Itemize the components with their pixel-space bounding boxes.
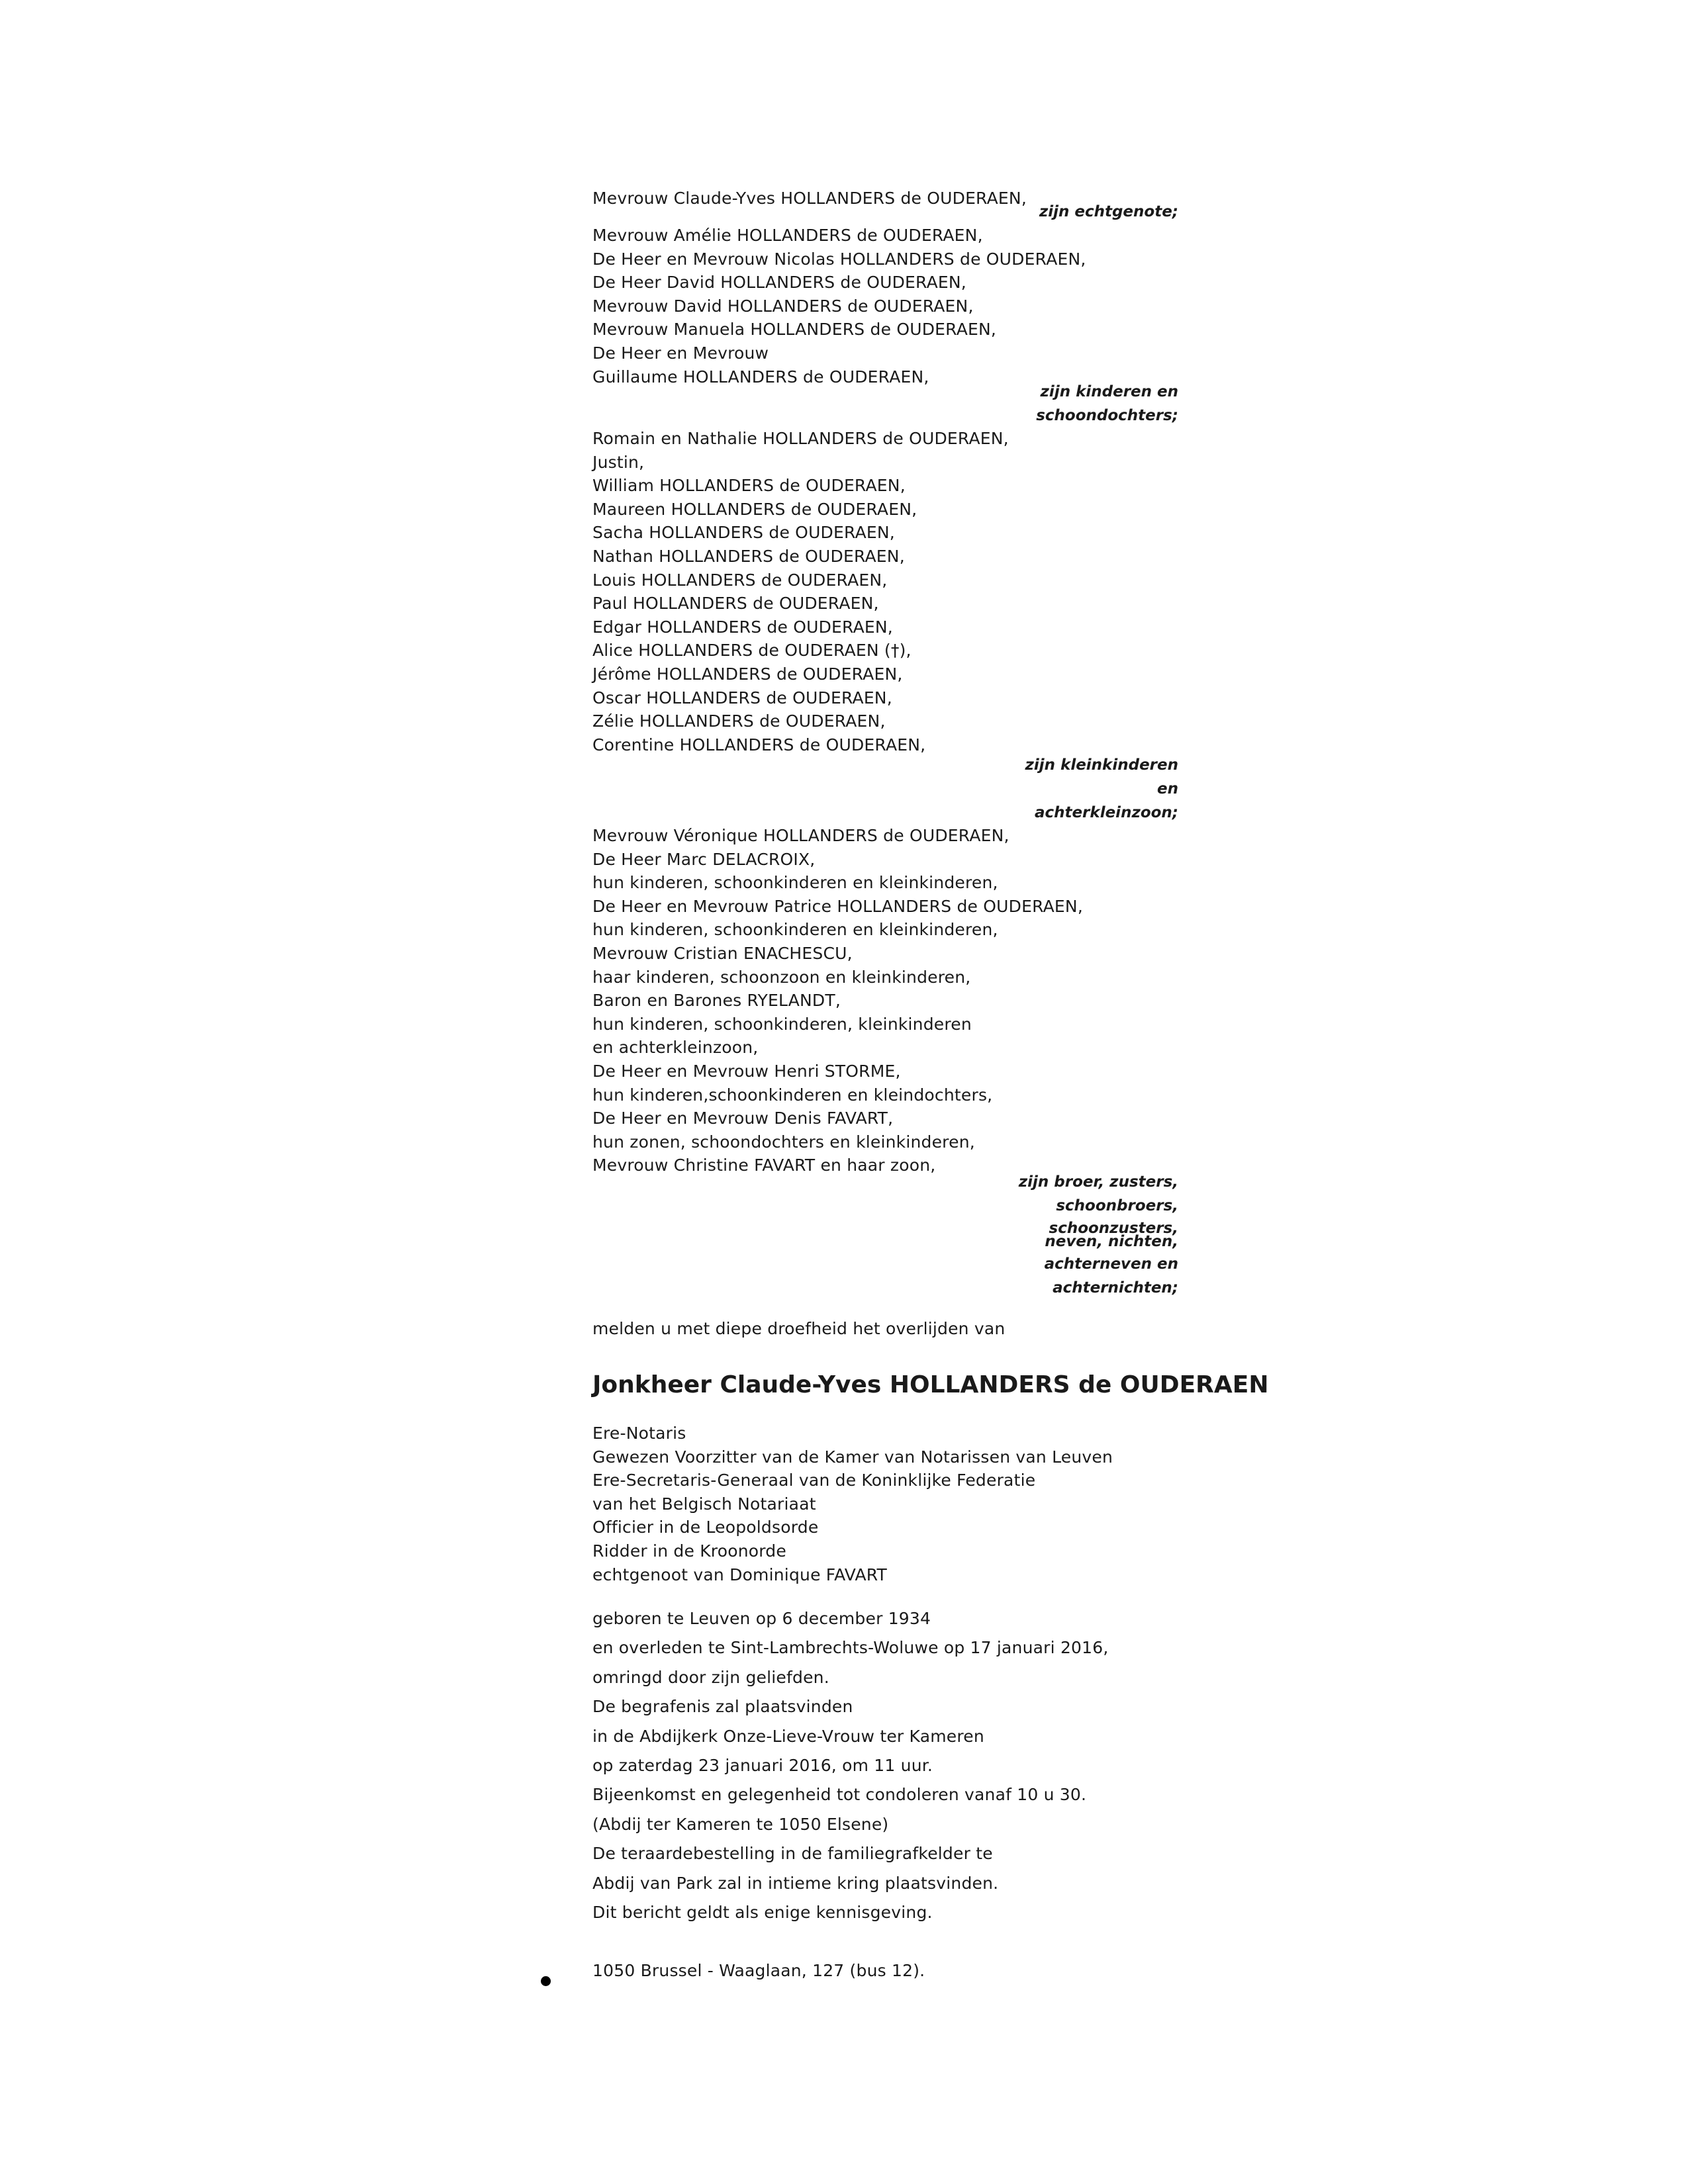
detail-line: (Abdij ter Kameren te 1050 Elsene) bbox=[592, 1814, 889, 1834]
children-line: Mevrouw Manuela HOLLANDERS de OUDERAEN, bbox=[592, 320, 997, 340]
children-role bbox=[1036, 380, 1178, 428]
sibling-line: De Heer en Mevrouw Patrice HOLLANDERS de OUDERAEN, bbox=[592, 896, 1083, 916]
detail-line: omringd door zijn geliefden. bbox=[592, 1667, 829, 1687]
grandchild-line: Sacha HOLLANDERS de OUDERAEN, bbox=[592, 523, 895, 543]
grandchild-line: Jérôme HOLLANDERS de OUDERAEN, bbox=[592, 664, 903, 684]
grandchildren-role-line: zijn kleinkinderen bbox=[1025, 756, 1178, 774]
children-line: De Heer en Mevrouw Nicolas HOLLANDERS de OUDERAEN, bbox=[592, 249, 1086, 269]
sibling-line: hun kinderen, schoonkinderen, kleinkinderen bbox=[592, 1014, 972, 1034]
siblings-role-line: achternichten; bbox=[1053, 1279, 1178, 1297]
grandchild-line: Corentine HOLLANDERS de OUDERAEN, bbox=[592, 735, 926, 754]
sibling-line: hun kinderen, schoonkinderen en kleinkinderen, bbox=[592, 873, 998, 893]
detail-line: Abdij van Park zal in intieme kring plaatsvinden. bbox=[592, 1873, 999, 1893]
address: 1050 Brussel - Waaglaan, 127 (bus 12). bbox=[592, 1961, 925, 1980]
titles-list bbox=[592, 1422, 1188, 1586]
detail-line: De begrafenis zal plaatsvinden bbox=[592, 1697, 853, 1717]
grandchild-line: Romain en Nathalie HOLLANDERS de OUDERAEN, bbox=[592, 429, 1009, 448]
deceased-name: Jonkheer Claude-Yves HOLLANDERS de OUDERAEN bbox=[592, 1371, 1269, 1398]
children-role-line: schoondochters; bbox=[1036, 407, 1178, 424]
sibling-line: hun kinderen,schoonkinderen en kleindochters, bbox=[592, 1085, 993, 1105]
grandchildren-list bbox=[592, 427, 1188, 756]
spouse-role-label: zijn echtgenote; bbox=[1039, 203, 1178, 220]
grandchild-line: Nathan HOLLANDERS de OUDERAEN, bbox=[592, 546, 905, 566]
bullet-dot bbox=[541, 1976, 551, 1986]
grandchildren-role bbox=[1025, 753, 1178, 825]
children-line: Mevrouw David HOLLANDERS de OUDERAEN, bbox=[592, 296, 974, 316]
detail-line: in de Abdijkerk Onze-Lieve-Vrouw ter Kameren bbox=[592, 1726, 984, 1746]
announcement-text: melden u met diepe droefheid het overlijden van bbox=[592, 1319, 1006, 1338]
sibling-line: De Heer en Mevrouw Denis FAVART, bbox=[592, 1109, 894, 1128]
title-line: Gewezen Voorzitter van de Kamer van Notarissen van Leuven bbox=[592, 1447, 1113, 1467]
children-role-line: zijn kinderen en bbox=[1040, 383, 1178, 400]
children-line: Guillaume HOLLANDERS de OUDERAEN, bbox=[592, 367, 929, 387]
grandchild-line: Maureen HOLLANDERS de OUDERAEN, bbox=[592, 499, 917, 519]
detail-line: op zaterdag 23 januari 2016, om 11 uur. bbox=[592, 1756, 933, 1776]
title-line: echtgenoot van Dominique FAVART bbox=[592, 1565, 888, 1584]
detail-line: Dit bericht geldt als enige kennisgeving. bbox=[592, 1903, 933, 1923]
grandchild-line: Paul HOLLANDERS de OUDERAEN, bbox=[592, 594, 879, 614]
siblings-role-line: neven, nichten, bbox=[1045, 1233, 1178, 1250]
children-line: De Heer en Mevrouw bbox=[592, 343, 769, 363]
title-line: Ridder in de Kroonorde bbox=[592, 1541, 786, 1561]
sibling-line: hun zonen, schoondochters en kleinkinderen, bbox=[592, 1132, 975, 1152]
grandchild-line: Louis HOLLANDERS de OUDERAEN, bbox=[592, 570, 888, 590]
siblings-list bbox=[592, 824, 1188, 1177]
title-line: Officier in de Leopoldsorde bbox=[592, 1518, 819, 1537]
sibling-line: De Heer en Mevrouw Henri STORME, bbox=[592, 1061, 901, 1081]
children-line: Mevrouw Amélie HOLLANDERS de OUDERAEN, bbox=[592, 226, 983, 245]
siblings-role bbox=[1019, 1170, 1178, 1300]
grandchildren-role-line: en bbox=[1157, 780, 1178, 797]
detail-line: en overleden te Sint-Lambrechts-Woluwe op 17 januari 2016, bbox=[592, 1638, 1109, 1658]
sibling-line: Mevrouw Cristian ENACHESCU, bbox=[592, 943, 853, 963]
grandchild-line: Alice HOLLANDERS de OUDERAEN (†), bbox=[592, 641, 912, 660]
title-line: Ere-Secretaris-Generaal van de Koninklijke Federatie bbox=[592, 1471, 1036, 1490]
sibling-line: en achterkleinzoon, bbox=[592, 1038, 759, 1058]
siblings-role-line: achterneven en bbox=[1044, 1255, 1178, 1273]
title-line: van het Belgisch Notariaat bbox=[592, 1494, 816, 1514]
detail-line: Bijeenkomst en gelegenheid tot condoleren vanaf 10 u 30. bbox=[592, 1785, 1087, 1805]
children-line: De Heer David HOLLANDERS de OUDERAEN, bbox=[592, 273, 966, 293]
sibling-line: Mevrouw Véronique HOLLANDERS de OUDERAEN, bbox=[592, 826, 1009, 845]
grandchild-line: Edgar HOLLANDERS de OUDERAEN, bbox=[592, 617, 893, 637]
sibling-line: De Heer Marc DELACROIX, bbox=[592, 849, 816, 869]
children-list bbox=[592, 224, 1188, 388]
sibling-line: hun kinderen, schoonkinderen en kleinkinderen, bbox=[592, 920, 998, 940]
title-line: Ere-Notaris bbox=[592, 1424, 686, 1443]
grandchild-line: Justin, bbox=[592, 452, 645, 472]
details-list bbox=[592, 1604, 1188, 1927]
sibling-line: haar kinderen, schoonzoon en kleinkinderen, bbox=[592, 967, 971, 987]
siblings-role-line: schoonbroers, bbox=[1056, 1197, 1178, 1214]
siblings-role-line: zijn broer, zusters, bbox=[1018, 1173, 1178, 1191]
address-block bbox=[592, 1959, 1188, 1983]
grandchildren-role-line: achterkleinzoon; bbox=[1034, 804, 1178, 821]
spouse-line: Mevrouw Claude-Yves HOLLANDERS de OUDERAEN, bbox=[592, 189, 1027, 208]
detail-line: geboren te Leuven op 6 december 1934 bbox=[592, 1609, 931, 1628]
announcement bbox=[592, 1317, 1188, 1341]
grandchild-line: William HOLLANDERS de OUDERAEN, bbox=[592, 476, 906, 496]
siblings-role-line: schoonzusters, bbox=[1049, 1220, 1178, 1237]
detail-line: De teraardebestelling in de familiegrafkelder te bbox=[592, 1844, 993, 1864]
grandchild-line: Zélie HOLLANDERS de OUDERAEN, bbox=[592, 711, 886, 731]
sibling-line: Mevrouw Christine FAVART en haar zoon, bbox=[592, 1156, 936, 1175]
spouse-role bbox=[1039, 200, 1178, 224]
grandchild-line: Oscar HOLLANDERS de OUDERAEN, bbox=[592, 688, 892, 707]
sibling-line: Baron en Barones RYELANDT, bbox=[592, 991, 841, 1011]
